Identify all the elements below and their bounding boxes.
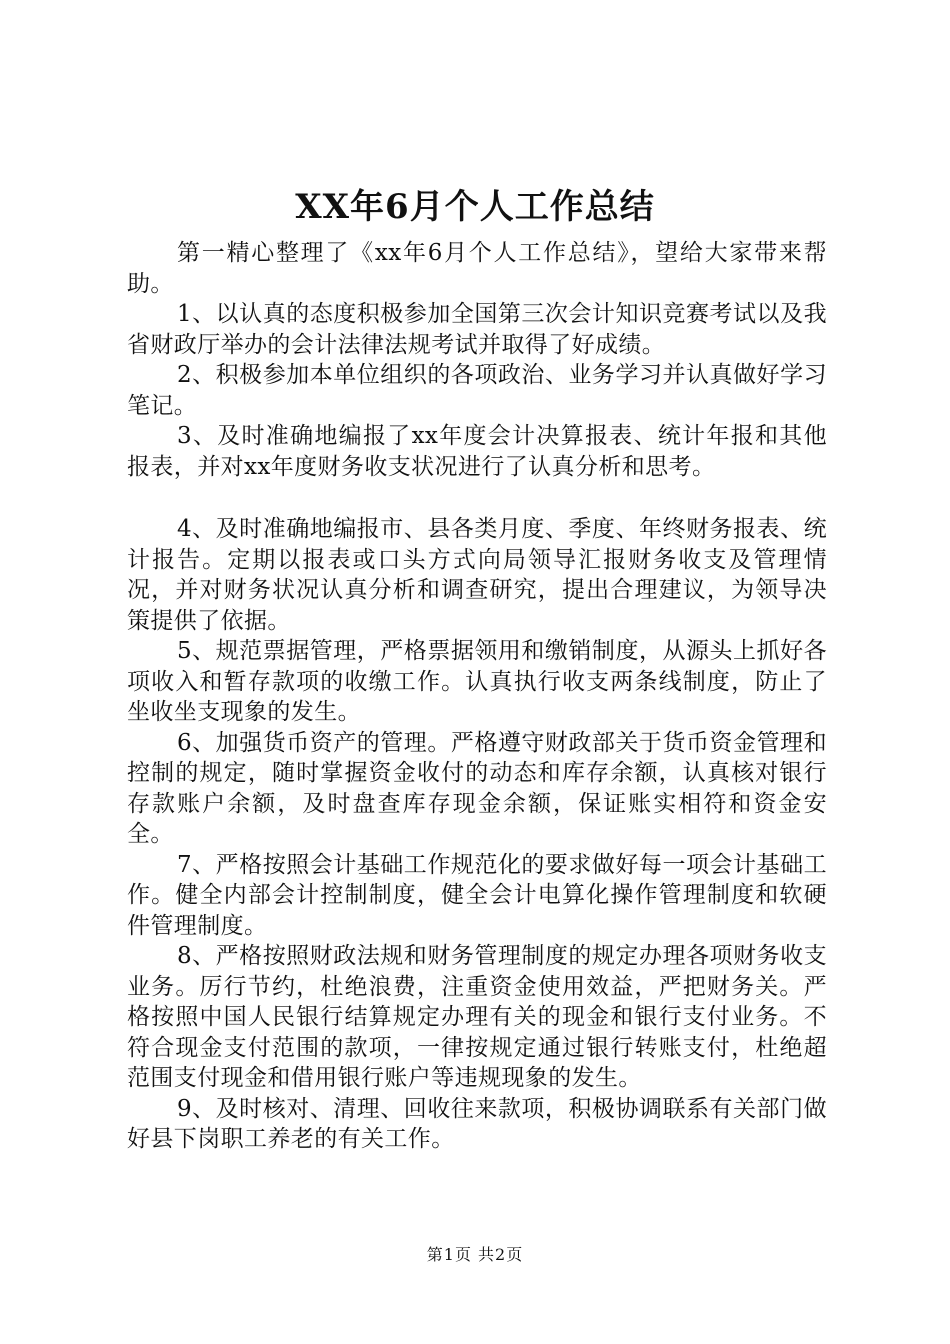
paragraph-item-9: 9、及时核对、清理、回收往来款项，积极协调联系有关部门做好县下岗职工养老的有关工作。 [127,1095,827,1152]
paragraph-item-7: 7、严格按照会计基础工作规范化的要求做好每一项会计基础工作。健全内部会计控制制度，健全会计电算化操作管理制度和软硬件管理制度。 [127,851,827,939]
document-title: XX年6月个人工作总结 [295,187,655,227]
paragraph-item-5: 5、规范票据管理，严格票据领用和缴销制度，从源头上抓好各项收入和暂存款项的收缴工作。认真执行收支两条线制度，防止了坐收坐支现象的发生。 [127,638,827,725]
paragraph-item-4: 4、及时准确地编报市、县各类月度、季度、年终财务报表、统计报告。定期以报表或口头方式向局领导汇报财务收支及管理情况，并对财务状况认真分析和调查研究，提出合理建议，为领导决策提供了依据。 [127,516,827,634]
paragraph-item-2: 2、积极参加本单位组织的各项政治、业务学习并认真做好学习笔记。 [127,362,827,419]
paragraph-item-3: 3、及时准确地编报了xx年度会计决算报表、统计年报和其他报表，并对xx年度财务收支状况进行了认真分析和思考。 [127,423,827,480]
paragraph-item-8: 8、严格按照财政法规和财务管理制度的规定办理各项财务收支业务。厉行节约，杜绝浪费，注重资金使用效益，严把财务关。严格按照中国人民银行结算规定办理有关的现金和银行支付业务。不符合现金支付范围的款项，一律按规定通过银行转账支付，杜绝超范围支付现金和借用银行账户等违规现象的发生。 [127,943,827,1091]
paragraph-intro: 第一精心整理了《xx年6月个人工作总结》，望给大家带来帮助。 [127,240,827,297]
paragraph-item-1: 1、以认真的态度积极参加全国第三次会计知识竞赛考试以及我省财政厅举办的会计法律法规考试并取得了好成绩。 [127,301,827,358]
document-body [127,238,827,1155]
paragraph-item-6: 6、加强货币资产的管理。严格遵守财政部关于货币资金管理和控制的规定，随时掌握资金收付的动态和库存余额，认真核对银行存款账户余额，及时盘查库存现金余额，保证账实相符和资金安全。 [127,729,827,847]
page-number-footer: 第1页 共2页 [426,1245,524,1264]
